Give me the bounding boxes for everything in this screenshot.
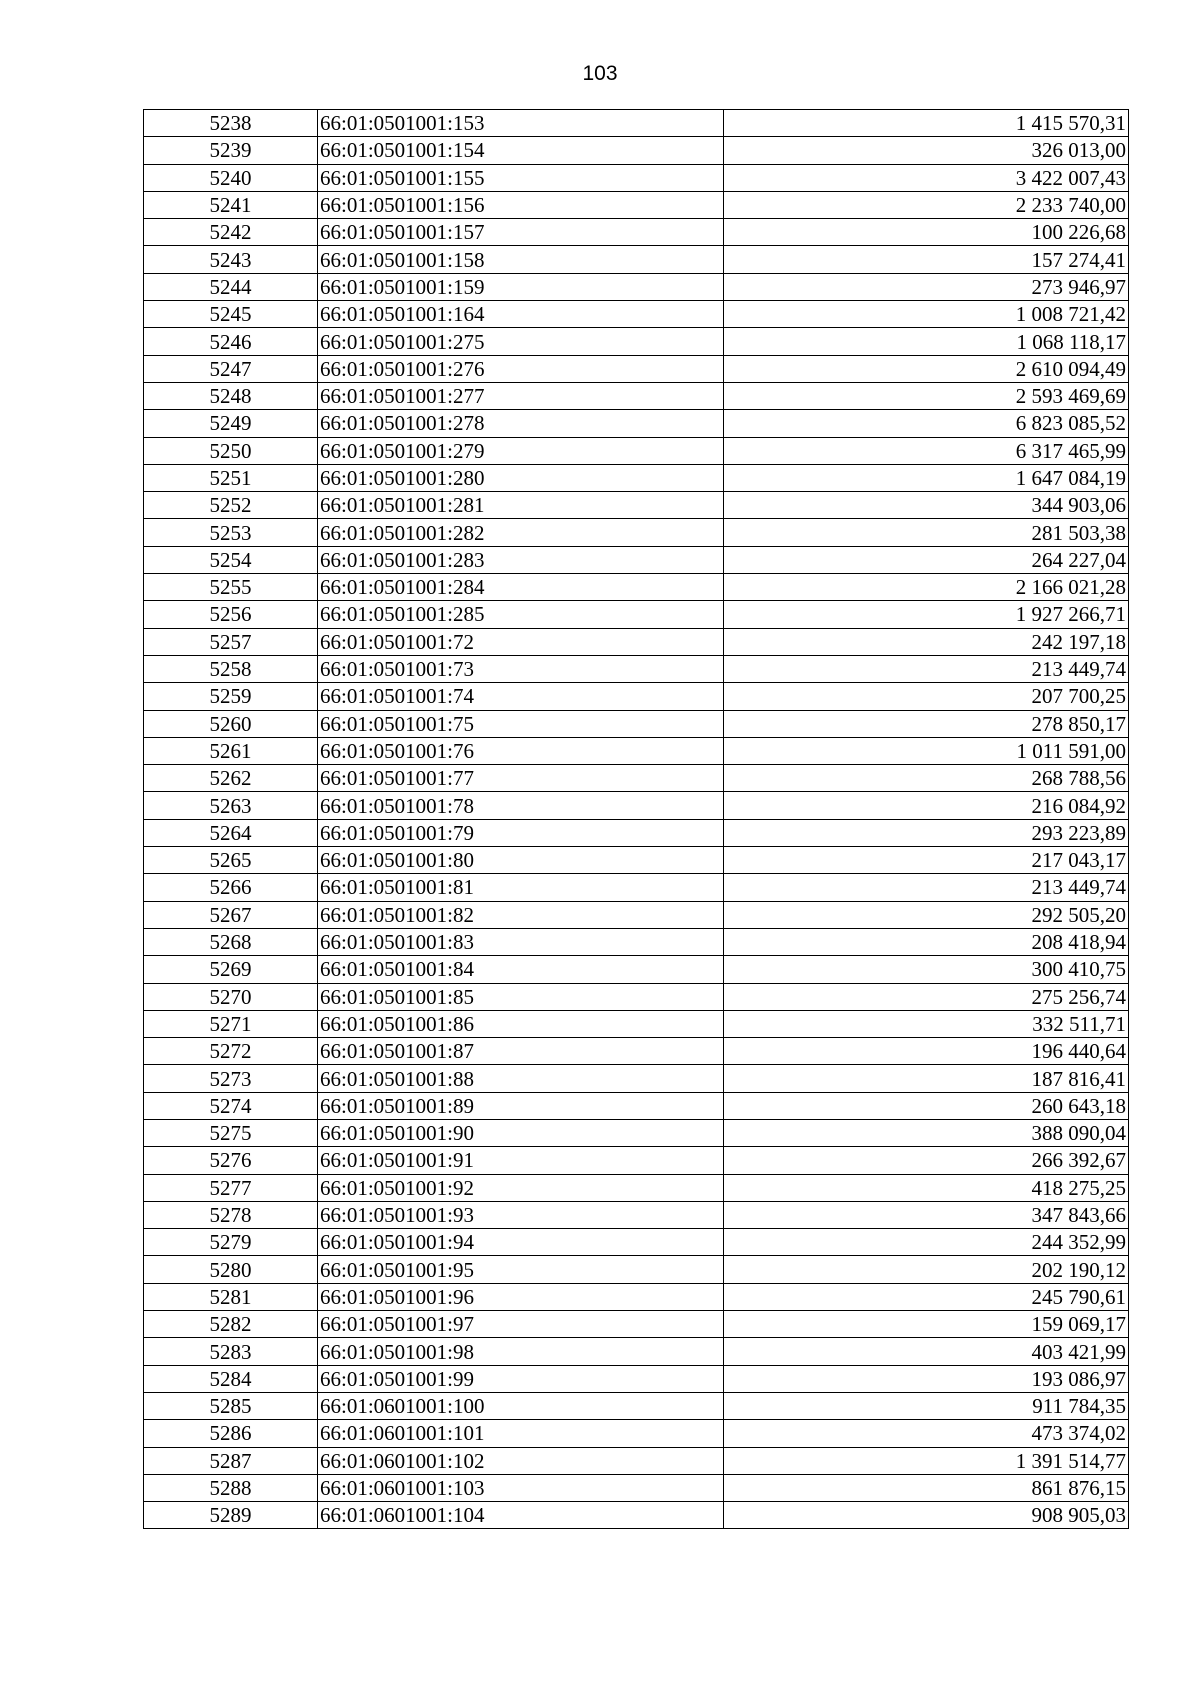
row-number-cell: 5259 bbox=[144, 683, 318, 710]
table-row bbox=[144, 983, 1129, 1010]
row-number-cell: 5241 bbox=[144, 191, 318, 218]
row-number-cell: 5269 bbox=[144, 956, 318, 983]
row-number-cell: 5273 bbox=[144, 1065, 318, 1092]
table-row bbox=[144, 1256, 1129, 1283]
row-number-cell: 5252 bbox=[144, 492, 318, 519]
row-number-cell: 5262 bbox=[144, 765, 318, 792]
row-number-cell: 5249 bbox=[144, 410, 318, 437]
row-number-cell: 5238 bbox=[144, 110, 318, 137]
row-number-cell: 5268 bbox=[144, 928, 318, 955]
table-row bbox=[144, 246, 1129, 273]
table-row bbox=[144, 874, 1129, 901]
row-number-cell: 5261 bbox=[144, 737, 318, 764]
table-row bbox=[144, 819, 1129, 846]
row-number-cell: 5251 bbox=[144, 464, 318, 491]
cadastral-number-cell: 66:01:0501001:281 bbox=[318, 492, 724, 519]
table-row bbox=[144, 519, 1129, 546]
row-number-cell: 5289 bbox=[144, 1502, 318, 1529]
cadastral-value-cell: 2 166 021,28 bbox=[724, 574, 1129, 601]
cadastral-value-cell: 908 905,03 bbox=[724, 1502, 1129, 1529]
row-number-cell: 5246 bbox=[144, 328, 318, 355]
cadastral-number-cell: 66:01:0501001:283 bbox=[318, 546, 724, 573]
table-row bbox=[144, 110, 1129, 137]
row-number-cell: 5275 bbox=[144, 1119, 318, 1146]
table-row bbox=[144, 1447, 1129, 1474]
table-row bbox=[144, 1474, 1129, 1501]
cadastral-value-cell: 216 084,92 bbox=[724, 792, 1129, 819]
row-number-cell: 5265 bbox=[144, 847, 318, 874]
row-number-cell: 5286 bbox=[144, 1420, 318, 1447]
cadastral-value-cell: 911 784,35 bbox=[724, 1392, 1129, 1419]
cadastral-value-cell: 266 392,67 bbox=[724, 1147, 1129, 1174]
row-number-cell: 5264 bbox=[144, 819, 318, 846]
row-number-cell: 5240 bbox=[144, 164, 318, 191]
table-row bbox=[144, 301, 1129, 328]
table-row bbox=[144, 683, 1129, 710]
cadastral-number-cell: 66:01:0501001:280 bbox=[318, 464, 724, 491]
cadastral-value-cell: 473 374,02 bbox=[724, 1420, 1129, 1447]
row-number-cell: 5257 bbox=[144, 628, 318, 655]
table-row bbox=[144, 328, 1129, 355]
row-number-cell: 5253 bbox=[144, 519, 318, 546]
cadastral-value-cell: 1 391 514,77 bbox=[724, 1447, 1129, 1474]
row-number-cell: 5272 bbox=[144, 1038, 318, 1065]
row-number-cell: 5270 bbox=[144, 983, 318, 1010]
cadastral-number-cell: 66:01:0601001:104 bbox=[318, 1502, 724, 1529]
row-number-cell: 5245 bbox=[144, 301, 318, 328]
table-row bbox=[144, 628, 1129, 655]
cadastral-number-cell: 66:01:0501001:80 bbox=[318, 847, 724, 874]
row-number-cell: 5239 bbox=[144, 137, 318, 164]
cadastral-number-cell: 66:01:0501001:99 bbox=[318, 1365, 724, 1392]
cadastral-value-cell: 1 647 084,19 bbox=[724, 464, 1129, 491]
table-row bbox=[144, 191, 1129, 218]
cadastral-value-cell: 1 068 118,17 bbox=[724, 328, 1129, 355]
row-number-cell: 5244 bbox=[144, 273, 318, 300]
cadastral-value-cell: 326 013,00 bbox=[724, 137, 1129, 164]
cadastral-value-cell: 202 190,12 bbox=[724, 1256, 1129, 1283]
table-row bbox=[144, 1092, 1129, 1119]
cadastral-number-cell: 66:01:0501001:76 bbox=[318, 737, 724, 764]
cadastral-value-cell: 1 011 591,00 bbox=[724, 737, 1129, 764]
row-number-cell: 5280 bbox=[144, 1256, 318, 1283]
cadastral-value-cell: 159 069,17 bbox=[724, 1311, 1129, 1338]
row-number-cell: 5260 bbox=[144, 710, 318, 737]
cadastral-value-cell: 347 843,66 bbox=[724, 1201, 1129, 1228]
cadastral-value-cell: 293 223,89 bbox=[724, 819, 1129, 846]
cadastral-number-cell: 66:01:0601001:101 bbox=[318, 1420, 724, 1447]
row-number-cell: 5277 bbox=[144, 1174, 318, 1201]
cadastral-value-cell: 1 008 721,42 bbox=[724, 301, 1129, 328]
cadastral-number-cell: 66:01:0501001:153 bbox=[318, 110, 724, 137]
table-row bbox=[144, 710, 1129, 737]
cadastral-number-cell: 66:01:0501001:73 bbox=[318, 655, 724, 682]
cadastral-value-cell: 208 418,94 bbox=[724, 928, 1129, 955]
cadastral-number-cell: 66:01:0501001:164 bbox=[318, 301, 724, 328]
cadastral-number-cell: 66:01:0501001:156 bbox=[318, 191, 724, 218]
row-number-cell: 5274 bbox=[144, 1092, 318, 1119]
cadastral-value-cell: 157 274,41 bbox=[724, 246, 1129, 273]
table-row bbox=[144, 574, 1129, 601]
table-row bbox=[144, 601, 1129, 628]
cadastral-number-cell: 66:01:0501001:75 bbox=[318, 710, 724, 737]
row-number-cell: 5288 bbox=[144, 1474, 318, 1501]
table-body bbox=[144, 110, 1129, 1529]
cadastral-number-cell: 66:01:0501001:87 bbox=[318, 1038, 724, 1065]
row-number-cell: 5263 bbox=[144, 792, 318, 819]
cadastral-number-cell: 66:01:0501001:82 bbox=[318, 901, 724, 928]
table-row bbox=[144, 355, 1129, 382]
cadastral-number-cell: 66:01:0501001:277 bbox=[318, 382, 724, 409]
cadastral-value-cell: 2 593 469,69 bbox=[724, 382, 1129, 409]
cadastral-number-cell: 66:01:0501001:93 bbox=[318, 1201, 724, 1228]
cadastral-number-cell: 66:01:0501001:282 bbox=[318, 519, 724, 546]
cadastral-value-cell: 100 226,68 bbox=[724, 219, 1129, 246]
table-row bbox=[144, 546, 1129, 573]
table-row bbox=[144, 382, 1129, 409]
cadastral-value-cell: 388 090,04 bbox=[724, 1119, 1129, 1146]
table-row bbox=[144, 410, 1129, 437]
cadastral-number-cell: 66:01:0601001:103 bbox=[318, 1474, 724, 1501]
cadastral-value-cell: 207 700,25 bbox=[724, 683, 1129, 710]
table-row bbox=[144, 792, 1129, 819]
row-number-cell: 5266 bbox=[144, 874, 318, 901]
row-number-cell: 5247 bbox=[144, 355, 318, 382]
cadastral-value-cell: 268 788,56 bbox=[724, 765, 1129, 792]
cadastral-value-cell: 1 415 570,31 bbox=[724, 110, 1129, 137]
table-row bbox=[144, 492, 1129, 519]
cadastral-value-cell: 273 946,97 bbox=[724, 273, 1129, 300]
cadastral-number-cell: 66:01:0501001:86 bbox=[318, 1010, 724, 1037]
cadastral-value-cell: 213 449,74 bbox=[724, 874, 1129, 901]
cadastral-value-cell: 292 505,20 bbox=[724, 901, 1129, 928]
cadastral-number-cell: 66:01:0501001:278 bbox=[318, 410, 724, 437]
cadastral-value-cell: 264 227,04 bbox=[724, 546, 1129, 573]
row-number-cell: 5256 bbox=[144, 601, 318, 628]
cadastral-number-cell: 66:01:0501001:157 bbox=[318, 219, 724, 246]
cadastral-value-cell: 6 823 085,52 bbox=[724, 410, 1129, 437]
cadastral-value-cell: 275 256,74 bbox=[724, 983, 1129, 1010]
cadastral-number-cell: 66:01:0501001:98 bbox=[318, 1338, 724, 1365]
cadastral-value-cell: 2 233 740,00 bbox=[724, 191, 1129, 218]
table-row bbox=[144, 464, 1129, 491]
cadastral-number-cell: 66:01:0501001:72 bbox=[318, 628, 724, 655]
cadastral-value-cell: 193 086,97 bbox=[724, 1365, 1129, 1392]
cadastral-number-cell: 66:01:0501001:159 bbox=[318, 273, 724, 300]
cadastral-number-cell: 66:01:0501001:78 bbox=[318, 792, 724, 819]
cadastral-number-cell: 66:01:0501001:155 bbox=[318, 164, 724, 191]
cadastral-value-cell: 244 352,99 bbox=[724, 1229, 1129, 1256]
cadastral-value-cell: 418 275,25 bbox=[724, 1174, 1129, 1201]
row-number-cell: 5248 bbox=[144, 382, 318, 409]
cadastral-value-cell: 242 197,18 bbox=[724, 628, 1129, 655]
cadastral-value-cell: 213 449,74 bbox=[724, 655, 1129, 682]
cadastral-value-cell: 196 440,64 bbox=[724, 1038, 1129, 1065]
row-number-cell: 5267 bbox=[144, 901, 318, 928]
row-number-cell: 5283 bbox=[144, 1338, 318, 1365]
row-number-cell: 5278 bbox=[144, 1201, 318, 1228]
cadastral-number-cell: 66:01:0501001:74 bbox=[318, 683, 724, 710]
table-row bbox=[144, 1229, 1129, 1256]
row-number-cell: 5287 bbox=[144, 1447, 318, 1474]
table-row bbox=[144, 164, 1129, 191]
cadastral-number-cell: 66:01:0501001:154 bbox=[318, 137, 724, 164]
table-row bbox=[144, 956, 1129, 983]
table-row bbox=[144, 1010, 1129, 1037]
table-row bbox=[144, 1283, 1129, 1310]
table-row bbox=[144, 437, 1129, 464]
cadastral-value-cell: 332 511,71 bbox=[724, 1010, 1129, 1037]
cadastral-value-cell: 6 317 465,99 bbox=[724, 437, 1129, 464]
table-row bbox=[144, 1392, 1129, 1419]
table-row bbox=[144, 1338, 1129, 1365]
cadastral-number-cell: 66:01:0501001:90 bbox=[318, 1119, 724, 1146]
table-row bbox=[144, 1147, 1129, 1174]
row-number-cell: 5254 bbox=[144, 546, 318, 573]
cadastral-number-cell: 66:01:0501001:276 bbox=[318, 355, 724, 382]
cadastral-number-cell: 66:01:0501001:97 bbox=[318, 1311, 724, 1338]
row-number-cell: 5250 bbox=[144, 437, 318, 464]
cadastral-value-table bbox=[143, 109, 1129, 1529]
table-row bbox=[144, 655, 1129, 682]
cadastral-value-cell: 187 816,41 bbox=[724, 1065, 1129, 1092]
table-row bbox=[144, 765, 1129, 792]
table-row bbox=[144, 1174, 1129, 1201]
table-row bbox=[144, 928, 1129, 955]
cadastral-value-cell: 861 876,15 bbox=[724, 1474, 1129, 1501]
cadastral-value-cell: 278 850,17 bbox=[724, 710, 1129, 737]
cadastral-number-cell: 66:01:0501001:83 bbox=[318, 928, 724, 955]
cadastral-number-cell: 66:01:0501001:285 bbox=[318, 601, 724, 628]
table-row bbox=[144, 137, 1129, 164]
table-row bbox=[144, 1420, 1129, 1447]
table-row bbox=[144, 1365, 1129, 1392]
cadastral-value-cell: 217 043,17 bbox=[724, 847, 1129, 874]
page-number: 103 bbox=[582, 62, 618, 85]
row-number-cell: 5255 bbox=[144, 574, 318, 601]
row-number-cell: 5285 bbox=[144, 1392, 318, 1419]
cadastral-number-cell: 66:01:0501001:88 bbox=[318, 1065, 724, 1092]
cadastral-value-cell: 245 790,61 bbox=[724, 1283, 1129, 1310]
table-row bbox=[144, 901, 1129, 928]
cadastral-value-cell: 403 421,99 bbox=[724, 1338, 1129, 1365]
cadastral-value-cell: 281 503,38 bbox=[724, 519, 1129, 546]
cadastral-number-cell: 66:01:0501001:158 bbox=[318, 246, 724, 273]
cadastral-number-cell: 66:01:0501001:79 bbox=[318, 819, 724, 846]
cadastral-number-cell: 66:01:0501001:94 bbox=[318, 1229, 724, 1256]
cadastral-number-cell: 66:01:0601001:100 bbox=[318, 1392, 724, 1419]
row-number-cell: 5243 bbox=[144, 246, 318, 273]
cadastral-number-cell: 66:01:0501001:91 bbox=[318, 1147, 724, 1174]
table-row bbox=[144, 273, 1129, 300]
row-number-cell: 5279 bbox=[144, 1229, 318, 1256]
cadastral-value-cell: 3 422 007,43 bbox=[724, 164, 1129, 191]
cadastral-number-cell: 66:01:0501001:95 bbox=[318, 1256, 724, 1283]
cadastral-number-cell: 66:01:0501001:81 bbox=[318, 874, 724, 901]
cadastral-value-cell: 2 610 094,49 bbox=[724, 355, 1129, 382]
row-number-cell: 5284 bbox=[144, 1365, 318, 1392]
table-row bbox=[144, 1311, 1129, 1338]
cadastral-number-cell: 66:01:0501001:284 bbox=[318, 574, 724, 601]
table-row bbox=[144, 1038, 1129, 1065]
cadastral-value-cell: 1 927 266,71 bbox=[724, 601, 1129, 628]
row-number-cell: 5242 bbox=[144, 219, 318, 246]
cadastral-value-cell: 300 410,75 bbox=[724, 956, 1129, 983]
cadastral-number-cell: 66:01:0501001:279 bbox=[318, 437, 724, 464]
row-number-cell: 5282 bbox=[144, 1311, 318, 1338]
row-number-cell: 5281 bbox=[144, 1283, 318, 1310]
table-row bbox=[144, 737, 1129, 764]
table-row bbox=[144, 1201, 1129, 1228]
cadastral-number-cell: 66:01:0501001:89 bbox=[318, 1092, 724, 1119]
cadastral-value-cell: 260 643,18 bbox=[724, 1092, 1129, 1119]
cadastral-number-cell: 66:01:0601001:102 bbox=[318, 1447, 724, 1474]
cadastral-value-cell: 344 903,06 bbox=[724, 492, 1129, 519]
cadastral-number-cell: 66:01:0501001:85 bbox=[318, 983, 724, 1010]
table-row bbox=[144, 219, 1129, 246]
row-number-cell: 5276 bbox=[144, 1147, 318, 1174]
cadastral-number-cell: 66:01:0501001:92 bbox=[318, 1174, 724, 1201]
table-row bbox=[144, 847, 1129, 874]
cadastral-number-cell: 66:01:0501001:84 bbox=[318, 956, 724, 983]
table-row bbox=[144, 1502, 1129, 1529]
cadastral-number-cell: 66:01:0501001:275 bbox=[318, 328, 724, 355]
row-number-cell: 5271 bbox=[144, 1010, 318, 1037]
table-row bbox=[144, 1065, 1129, 1092]
cadastral-number-cell: 66:01:0501001:77 bbox=[318, 765, 724, 792]
cadastral-number-cell: 66:01:0501001:96 bbox=[318, 1283, 724, 1310]
row-number-cell: 5258 bbox=[144, 655, 318, 682]
table-row bbox=[144, 1119, 1129, 1146]
